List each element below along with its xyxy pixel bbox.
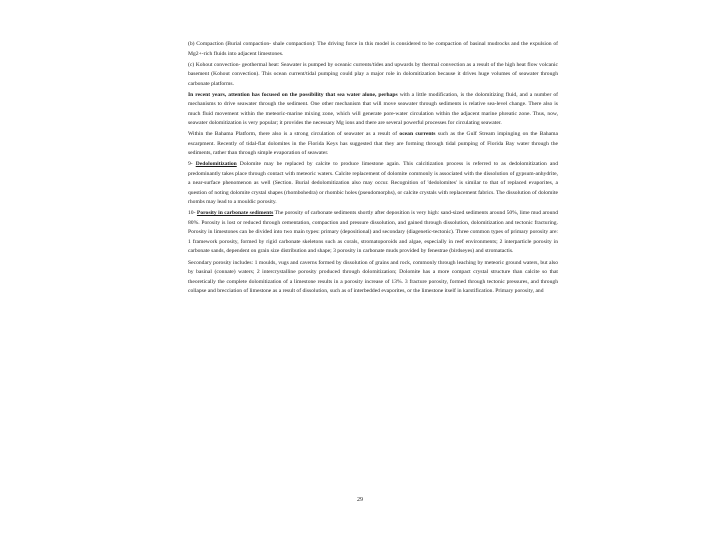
paragraph-body: Within the Bahama Platform, there also is a strong circulation of seawater as a result of [188, 131, 400, 138]
page-number: 29 [357, 497, 363, 503]
paragraph-body: The porosity of carbonate sediments shortly after deposition is very high: sand-sized sediments around 50%, lime mud around 80%. Porosity is lost or reduced through cementation, compaction and pressure dissolution, and gained through dissolution, dolomitization and tectonic fracturing. Porosity in limestones can be divided into two main types: primary (depositional) and secondary (diagenetic-tectonic). Three common types of primary porosity are: 1 framework porosity, formed by rigid carbonate skeletons such as corals, stromatoporoids and algae, especially in reef environments; 2 interparticle porosity in carbonate sands, dependent on grain size distribution and shape; 3 porosity in carbonate muds provided by fenestrae (birdseyes) and stromatactis. [188, 210, 558, 255]
paragraph-compaction: (b) Compaction (Burial compaction- shale compaction): The driving force in this model is considered to be compaction of basinal mudrocks and the expulsion of Mg2+-rich fluids into adjacent limestones. [188, 41, 558, 57]
section-dedolomitization [188, 160, 558, 208]
paragraph-kohout-convection: (c) Kohout convection- geothermal heat: Seawater is pumped by oceanic currents/tides and upwards by thermal convection as a result of the high heat flow volcanic basement (Kohout convection). This ocean current/tidal pumping could play a major role in dolomitization because it drives huge volumes of seawater through carbonate platforms. [188, 61, 558, 87]
document-page [188, 40, 558, 298]
bold-term: ocean currents [399, 131, 436, 138]
section-heading: Dedolomitization [195, 161, 237, 168]
section-number: 10- [188, 210, 197, 217]
paragraph-bahama-platform [188, 130, 558, 159]
paragraph-body: Dolomite may be replaced by calcite to produce limestone again. This calcitization process is referred to as dedolomitization and predominantly takes place through contact with meteoric waters. Calcite replacement of dolomite commonly is associated with the dissolution of gypsum-anhydrite, a near-surface phenomenon as well (Section. Burial dedolomitization also may occur. Recognition of 'dedolomites' is similar to that of replaced evaporites, a question of noting dolomite crystal shapes (rhombohedra) or rhombic holes (pseudomorphs), or calcite crystals with replacement fabrics. The dissolution of dolomite rhombs may lead to a mouldic porosity. [188, 161, 558, 206]
bold-lead: In recent years, attention has focused on the possibility that sea water alone, perhaps [188, 91, 398, 98]
section-number: 9- [188, 161, 196, 168]
section-porosity [188, 209, 558, 257]
paragraph-body: such as the Gulf Stream impinging on the Bahama escarpment. Recently of tidal-flat dolomites in the Florida Keys has suggested that they are forming through tidal pumping of Florida Bay water through the sediments, rather than through simple evaporation of seawater. [188, 131, 558, 157]
paragraph-seawater-dolomitization [188, 91, 558, 129]
paragraph-secondary-porosity: Secondary porosity includes: 1 moulds, vugs and caverns formed by dissolution of grains and rock, commonly through leaching by meteoric ground waters, but also by basinal (connate) waters; 2 intercrystalline porosity produced through dolomitization; Dolomite has a more compact crystal structure than calcite so that theoretically the complete dolomitization of a limestone results in a porosity increase of 13%. 3 fracture porosity, formed through tectonic pressures, and through collapse and brecciation of limestone as a result of dissolution, such as of interbedded evaporites, or the limestone itself in karstification. Primary porosity, and [188, 259, 558, 295]
paragraph-body: with a little modification, is the dolomitizing fluid, and a number of mechanisms to drive seawater through the sediment. One other mechanism that will move seawater through sediments is relative sea-level change. There also is much fluid movement within the meteoric-marine mixing zone, which will generate pore-water circulation within the adjacent marine phreatic zone. Thus, now, seawater dolomitization is very popular; it provides the necessary Mg ions and there are several powerful processes for circulating seawater. [188, 91, 558, 127]
section-heading: Porosity in carbonate sediments [196, 210, 274, 217]
